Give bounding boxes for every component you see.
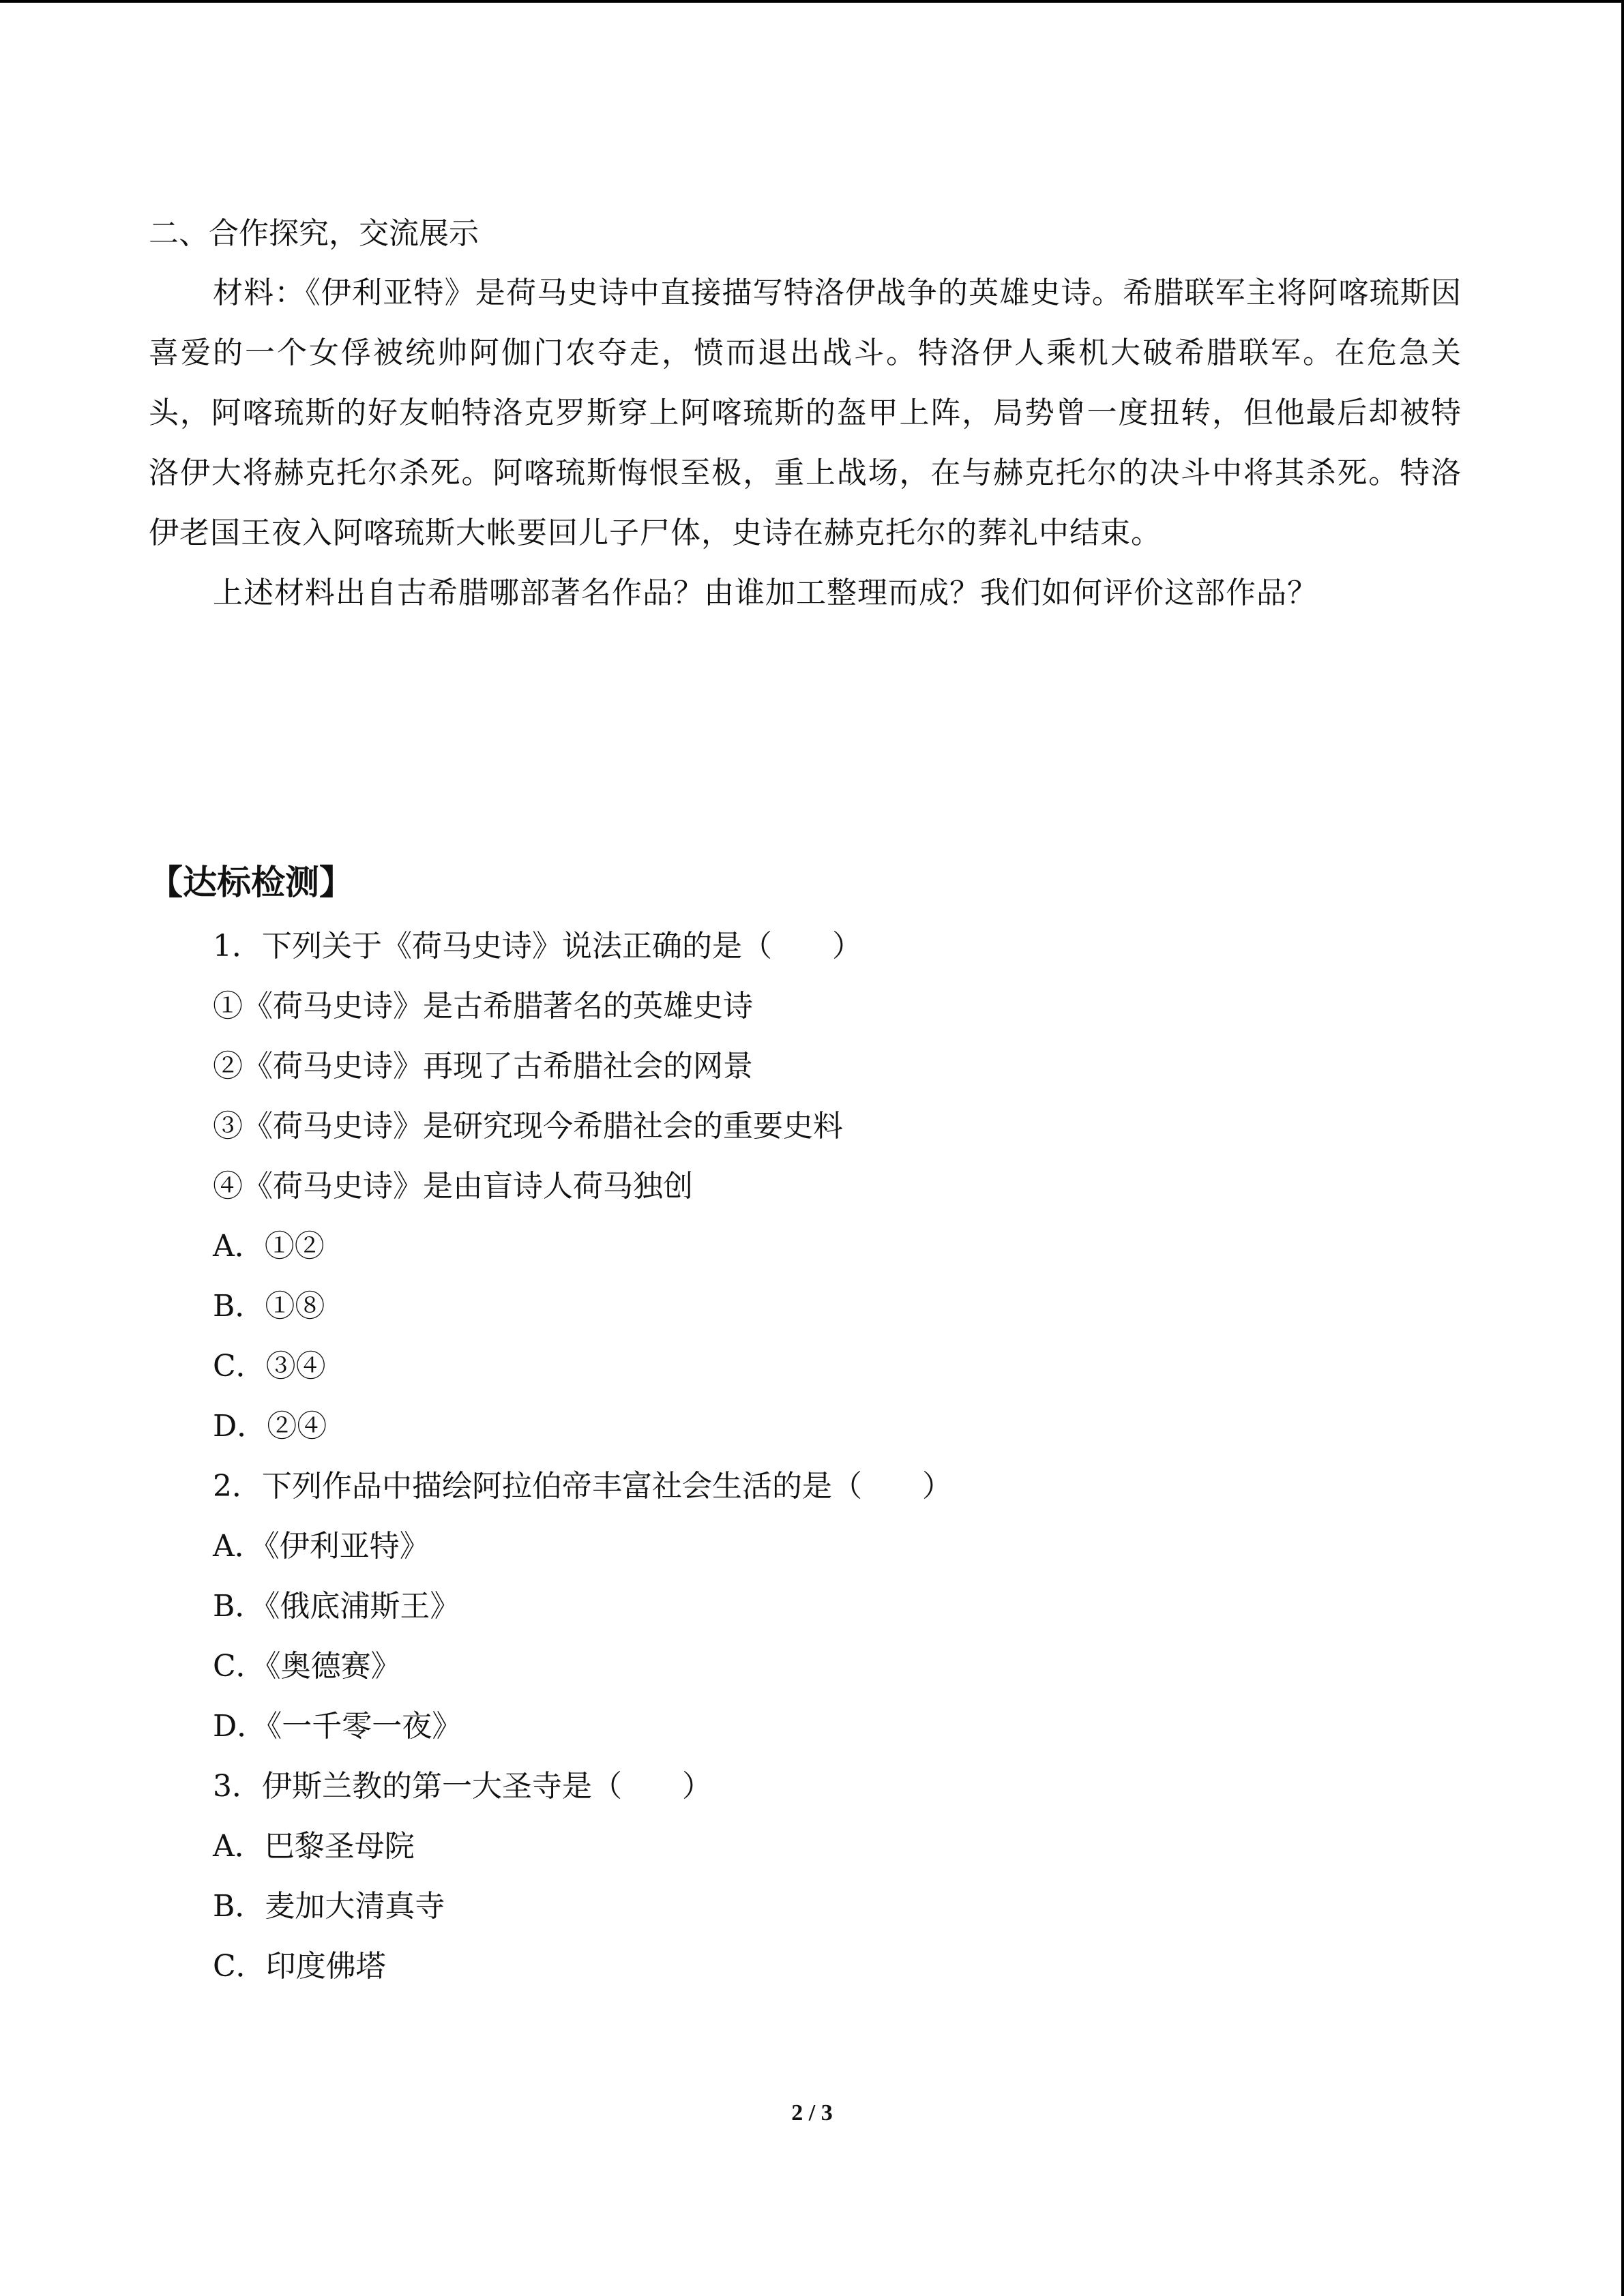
question-1-option-b: B．①⑧ <box>213 1289 325 1324</box>
question-1-option-a: A．①② <box>213 1229 325 1264</box>
page-right-border <box>1621 0 1624 2296</box>
question-1-option-d: D．②④ <box>213 1409 327 1444</box>
question-3-option-a: A．巴黎圣母院 <box>213 1829 415 1864</box>
page-top-border <box>0 0 1624 3</box>
section-heading: 二、合作探究，交流展示 <box>149 216 479 251</box>
question-1-statement: ③《荷马史诗》是研究现今希腊社会的重要史料 <box>213 1109 843 1144</box>
question-2-option-d: D．《一千零一夜》 <box>213 1709 462 1744</box>
material-paragraph: 材料：《伊利亚特》是荷马史诗中直接描写特洛伊战争的英雄史诗。希腊联军主将阿喀琉斯因喜爱的一个女俘被统帅阿伽门农夺走，愤而退出战斗。特洛伊人乘机大破希腊联军。在危急关头，阿喀琉斯的好友帕特洛克罗斯穿上阿喀琉斯的盔甲上阵，局势曾一度扭转，但他最后却被特洛伊大将赫克托尔杀死。阿喀琉斯悔恨至极，重上战场，在与赫克托尔的决斗中将其杀死。特洛伊老国王夜入阿喀琉斯大帐要回儿子尸体，史诗在赫克托尔的葬礼中结束。 <box>149 275 1462 550</box>
answer-space <box>149 623 1462 848</box>
page-number: 2 / 3 <box>791 2100 833 2126</box>
question-1-statement: ②《荷马史诗》再现了古希腊社会的网景 <box>213 1049 753 1084</box>
question-3-option-b: B．麦加大清真寺 <box>213 1889 445 1924</box>
question-2-stem: 2．下列作品中描绘阿拉伯帝丰富社会生活的是（ ） <box>213 1469 952 1504</box>
question-3-stem: 3．伊斯兰教的第一大圣寺是（ ） <box>213 1769 712 1804</box>
question-2-option-a: A．《伊利亚特》 <box>213 1529 430 1564</box>
discussion-question: 上述材料出自古希腊哪部著名作品？由谁加工整理而成？我们如何评价这部作品？ <box>213 576 1318 610</box>
document-body <box>149 205 1462 1997</box>
question-2-option-c: C．《奥德赛》 <box>213 1649 401 1684</box>
test-section-title: 【达标检测】 <box>149 863 353 902</box>
question-1-statement: ①《荷马史诗》是古希腊著名的英雄史诗 <box>213 989 753 1024</box>
question-1-stem: 1．下列关于《荷马史诗》说法正确的是（ ） <box>213 929 862 964</box>
question-1-option-c: C．③④ <box>213 1349 326 1384</box>
question-1-statement: ④《荷马史诗》是由盲诗人荷马独创 <box>213 1169 693 1204</box>
question-2-option-b: B．《俄底浦斯王》 <box>213 1589 460 1624</box>
question-3-option-c: C．印度佛塔 <box>213 1949 386 1984</box>
